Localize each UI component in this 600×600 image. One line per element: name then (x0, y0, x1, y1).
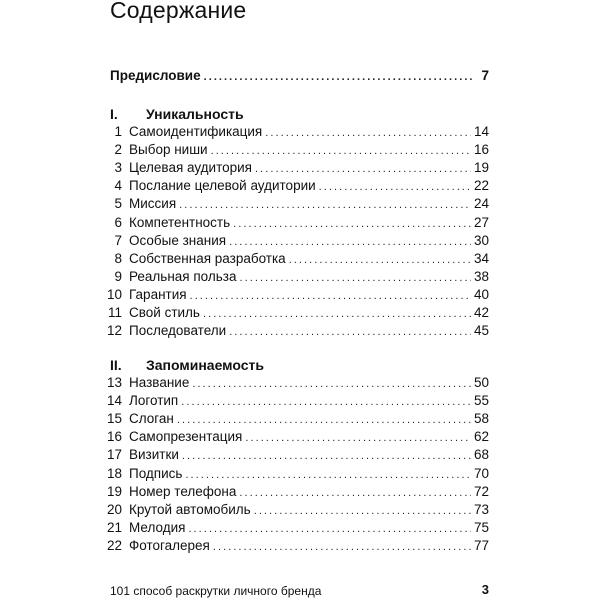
toc-entry[interactable] (96, 500, 489, 520)
toc-entry-label: Крутой автомобиль (129, 501, 251, 517)
toc-entry-label: Визитки (129, 447, 179, 463)
toc-entry-label: Компетентность (129, 214, 231, 230)
toc-entry-page: 70 (473, 465, 489, 481)
toc-entry-number: 15 (106, 411, 122, 427)
toc-entry[interactable] (96, 158, 489, 178)
toc-entry-page: 38 (473, 268, 489, 284)
toc-entry-number: 17 (106, 447, 122, 463)
toc-entry-label: Целевая аудитория (129, 160, 252, 176)
toc-entry-label: Миссия (129, 196, 177, 212)
toc-entry[interactable] (96, 321, 489, 341)
toc-entry-page: 62 (473, 429, 489, 445)
toc-entry-number: 13 (106, 375, 122, 390)
toc-entry-label: Особые знания (129, 232, 227, 248)
toc-entry-label: Название (129, 375, 190, 390)
toc-entry-page: 77 (473, 537, 489, 553)
toc-entry[interactable] (96, 140, 489, 160)
toc-entry-page: 16 (473, 142, 489, 158)
toc-entry-label: Фотогалерея (129, 537, 210, 553)
toc-entry-number: 19 (106, 483, 122, 499)
toc-entry[interactable] (96, 373, 489, 393)
toc-entry-label: Самопрезентация (129, 429, 243, 445)
toc-entry-page: 42 (473, 305, 489, 320)
toc-entry-label: Подпись (129, 465, 183, 481)
toc-entry[interactable] (96, 391, 489, 411)
toc-entry-number: 9 (114, 268, 122, 284)
toc-entry-label: Логотип (129, 393, 179, 409)
toc-entry-label: Номер телефона (129, 483, 237, 499)
toc-entry[interactable] (96, 267, 489, 287)
toc-dot-leader (229, 322, 471, 342)
toc-entry-page: 34 (473, 250, 489, 266)
toc-entry-number: 12 (106, 323, 122, 339)
toc-entry[interactable] (96, 231, 489, 251)
toc-entry-page: 40 (473, 286, 489, 302)
toc-entry-page: 72 (473, 483, 489, 499)
section-heading (110, 104, 244, 124)
toc-entry-page: 58 (473, 411, 489, 427)
toc-entry[interactable] (96, 122, 489, 142)
toc-entry-number: 7 (114, 232, 122, 248)
toc-entry[interactable] (96, 536, 489, 556)
toc-entry-number: 20 (106, 501, 122, 517)
toc-entry-page: 75 (473, 519, 489, 535)
toc-entry[interactable] (96, 409, 489, 429)
toc-entry-preface[interactable] (110, 66, 489, 86)
toc-entry-label: Мелодия (129, 519, 186, 535)
toc-entry[interactable] (96, 518, 489, 538)
toc-entry-page: 55 (473, 393, 489, 409)
toc-entry-label: Слоган (129, 411, 174, 427)
toc-entry-label: Послание целевой аудитории (129, 178, 316, 194)
toc-entry[interactable] (96, 213, 489, 233)
toc-entry-page: 30 (473, 232, 489, 248)
toc-entry-number: 14 (106, 393, 122, 409)
section-title: Уникальность (146, 106, 244, 122)
toc-entry-page: 27 (473, 214, 489, 230)
toc-dot-leader (213, 537, 471, 557)
toc-entry-label: Собственная разработка (129, 250, 286, 266)
toc-entry-page: 19 (473, 160, 489, 176)
toc-entry-page: 68 (473, 447, 489, 463)
section-title: Запоминаемость (146, 357, 264, 373)
toc-entry-page: 14 (473, 124, 489, 139)
toc-entry[interactable] (96, 445, 489, 465)
toc-entry-number: 6 (114, 214, 122, 230)
toc-entry-label: Гарантия (129, 286, 187, 302)
toc-entry-number: 5 (114, 196, 122, 212)
toc-entry[interactable] (96, 194, 489, 214)
toc-entry-label: Самоидентификация (129, 124, 263, 139)
toc-entry[interactable] (96, 285, 489, 305)
toc-entry-number: 21 (106, 519, 122, 535)
toc-entry[interactable] (96, 303, 489, 323)
toc-entry-label: Последователи (129, 323, 227, 339)
toc-entry-number: 11 (107, 305, 122, 320)
section-roman-numeral: II. (110, 357, 122, 373)
toc-entry-page: 7 (481, 68, 489, 83)
toc-entry-page: 22 (473, 178, 489, 194)
toc-entry[interactable] (96, 482, 489, 502)
toc-entry-page: 24 (473, 196, 489, 212)
toc-entry-number: 18 (106, 465, 122, 481)
toc-entry[interactable] (96, 249, 489, 269)
toc-entry-page: 73 (473, 501, 489, 517)
toc-entry-number: 10 (106, 286, 122, 302)
toc-entry[interactable] (96, 427, 489, 447)
toc-entry-page: 50 (473, 375, 489, 390)
toc-entry-number: 22 (106, 537, 122, 553)
toc-entry-number: 8 (114, 250, 122, 266)
toc-entry-label: Выбор ниши (129, 142, 208, 158)
section-roman-numeral: I. (110, 106, 118, 122)
footer-book-title: 101 способ раскрутки личного бренда (110, 584, 322, 598)
section-heading (110, 355, 264, 375)
toc-entry-label: Свой стиль (129, 305, 200, 320)
toc-entry-number: 2 (114, 142, 122, 158)
toc-dot-leader (204, 67, 472, 87)
toc-entry-page: 45 (473, 323, 489, 339)
toc-entry[interactable] (96, 176, 489, 196)
footer-page-number: 3 (481, 582, 489, 597)
toc-entry-label: Реальная польза (129, 268, 237, 284)
toc-entry-number: 4 (114, 178, 122, 194)
toc-entry[interactable] (96, 464, 489, 484)
toc-entry-number: 16 (106, 429, 122, 445)
toc-entry-label: Предисловие (110, 68, 201, 83)
toc-entry-number: 1 (114, 124, 122, 139)
toc-entry-number: 3 (114, 160, 122, 176)
page-title: Содержание (110, 0, 247, 23)
